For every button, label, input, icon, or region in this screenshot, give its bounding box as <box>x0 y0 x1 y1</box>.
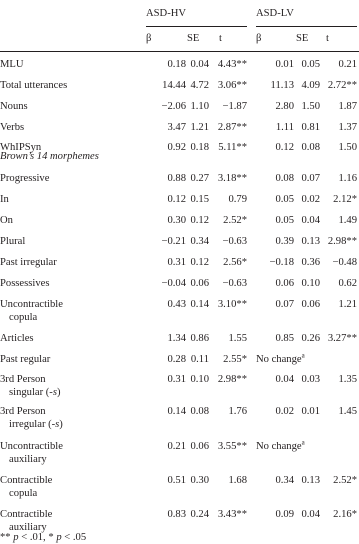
table-cell: 2.56* <box>223 257 247 268</box>
table-cell: 4.09 <box>301 80 320 91</box>
table-cell: 1.55 <box>228 333 247 344</box>
table-cell: 2.98** <box>217 374 247 385</box>
row-label: Articles <box>0 333 34 344</box>
row-label: WhIPSyn <box>0 142 42 153</box>
footnote-marker: a <box>301 351 305 360</box>
row-label: On <box>0 215 13 226</box>
table-cell: 0.04 <box>190 59 209 70</box>
table-cell: −0.04 <box>161 278 186 289</box>
no-change-note: No change$^a$ <box>256 438 305 452</box>
row-label: Uncontractible <box>0 441 63 452</box>
row-label: Verbs <box>0 122 25 133</box>
table-cell: 1.10 <box>190 101 209 112</box>
row-label: 3rd Person <box>0 406 46 417</box>
row-label: Uncontractible <box>0 299 63 310</box>
table-cell: 2.16* <box>333 509 357 520</box>
table-cell: 0.07 <box>275 299 294 310</box>
row-label: Contractible <box>0 509 53 520</box>
row-label: 3rd Person <box>0 374 46 385</box>
table-cell: 1.37 <box>338 122 357 133</box>
table-cell: 0.79 <box>228 194 247 205</box>
table-cell: −0.21 <box>161 236 186 247</box>
table-cell: 1.49 <box>338 215 357 226</box>
table-cell: 0.15 <box>190 194 209 205</box>
table-cell: 0.06 <box>190 441 209 452</box>
row-label: singular (-s) <box>9 387 61 398</box>
table-cell: 0.04 <box>275 374 294 385</box>
table-cell: 0.34 <box>275 475 294 486</box>
col-header-hv-beta: β <box>146 33 152 44</box>
header-rule <box>0 51 359 52</box>
table-cell: 1.16 <box>338 173 357 184</box>
row-label: irregular (-s) <box>9 419 63 430</box>
table-cell: 0.10 <box>301 278 320 289</box>
table-cell: 1.21 <box>338 299 357 310</box>
table-cell: 0.08 <box>301 142 320 153</box>
table-cell: 3.43** <box>217 509 247 520</box>
col-header-hv-se: SE <box>187 33 200 44</box>
col-header-lv-se: SE <box>296 33 309 44</box>
table-cell: 11.13 <box>270 80 294 91</box>
table-cell: 0.85 <box>275 333 294 344</box>
table-cell: 0.43 <box>167 299 186 310</box>
table-cell: 0.92 <box>167 142 186 153</box>
table-cell: 3.47 <box>167 122 186 133</box>
table-cell: 0.06 <box>275 278 294 289</box>
table-cell: 2.98** <box>327 236 357 247</box>
row-label: Nouns <box>0 101 28 112</box>
table-cell: 0.11 <box>190 354 209 365</box>
row-label: copula <box>9 312 38 323</box>
table-cell: 0.86 <box>190 333 209 344</box>
table-cell: −0.48 <box>332 257 357 268</box>
table-cell: 0.31 <box>167 374 186 385</box>
table-cell: 0.30 <box>190 475 209 486</box>
row-label: In <box>0 194 9 205</box>
row-label: auxiliary <box>9 522 47 533</box>
table-cell: 0.05 <box>275 215 294 226</box>
table-cell: 3.06** <box>217 80 247 91</box>
table-cell: 1.34 <box>167 333 186 344</box>
table-cell: 0.14 <box>190 299 209 310</box>
table-cell: 0.21 <box>338 59 357 70</box>
table-cell: 0.03 <box>301 374 320 385</box>
table-cell: 0.07 <box>301 173 320 184</box>
table-cell: 0.05 <box>301 59 320 70</box>
table-cell: 0.36 <box>301 257 320 268</box>
table-cell: −1.87 <box>222 101 247 112</box>
table-cell: 1.35 <box>338 374 357 385</box>
table-cell: 3.27** <box>327 333 357 344</box>
table-cell: 0.26 <box>301 333 320 344</box>
row-label: auxiliary <box>9 454 47 465</box>
table-cell: 0.81 <box>301 122 320 133</box>
row-label: Total utterances <box>0 80 68 91</box>
row-label: Contractible <box>0 475 53 486</box>
row-label: Past irregular <box>0 257 57 268</box>
table-cell: 0.10 <box>190 374 209 385</box>
table-cell: −2.06 <box>161 101 186 112</box>
table-cell: 0.12 <box>275 142 294 153</box>
table-cell: 0.18 <box>167 59 186 70</box>
table-cell: 1.11 <box>275 122 294 133</box>
table-cell: 0.88 <box>167 173 186 184</box>
table-cell: 1.87 <box>338 101 357 112</box>
table-cell: 0.13 <box>301 236 320 247</box>
table-cell: 0.30 <box>167 215 186 226</box>
table-cell: 14.44 <box>162 80 186 91</box>
table-cell: 1.21 <box>190 122 209 133</box>
no-change-note: No change$^a$ <box>256 351 305 365</box>
table-cell: 0.83 <box>167 509 186 520</box>
table-cell: 1.50 <box>338 142 357 153</box>
table-cell: 1.68 <box>228 475 247 486</box>
table-cell: 2.12* <box>333 194 357 205</box>
table-cell: 0.01 <box>301 406 320 417</box>
table-cell: 0.04 <box>301 215 320 226</box>
group-header-asd-lv: ASD-LV <box>256 8 294 19</box>
footnote: ** p < .01, * p < .05 <box>0 532 87 543</box>
table-cell: 2.52* <box>333 475 357 486</box>
table-cell: 0.12 <box>190 215 209 226</box>
row-label: Past regular <box>0 354 51 365</box>
table-cell: 0.14 <box>167 406 186 417</box>
table-cell: 2.52* <box>223 215 247 226</box>
table-cell: 0.21 <box>167 441 186 452</box>
table-cell: 0.51 <box>167 475 186 486</box>
table-cell: 0.12 <box>167 194 186 205</box>
group-underline-hv <box>146 26 247 27</box>
table-cell: 3.18** <box>217 173 247 184</box>
table-cell: 0.24 <box>190 509 209 520</box>
table-cell: 0.09 <box>275 509 294 520</box>
table-cell: −0.18 <box>269 257 294 268</box>
table-cell: 0.02 <box>301 194 320 205</box>
table-cell: 1.45 <box>338 406 357 417</box>
table-cell: 0.18 <box>190 142 209 153</box>
table-cell: 0.08 <box>190 406 209 417</box>
table-cell: 0.34 <box>190 236 209 247</box>
table-cell: 2.55* <box>223 354 247 365</box>
table-cell: 2.87** <box>217 122 247 133</box>
group-header-asd-hv: ASD-HV <box>146 8 187 19</box>
table-cell: −0.63 <box>222 278 247 289</box>
table-cell: 0.05 <box>275 194 294 205</box>
table-cell: 0.28 <box>167 354 186 365</box>
table-cell: 1.76 <box>228 406 247 417</box>
row-label: copula <box>9 488 38 499</box>
col-header-lv-beta: β <box>256 33 262 44</box>
row-label: Progressive <box>0 173 50 184</box>
table-cell: 2.72** <box>327 80 357 91</box>
table-cell: 4.43** <box>217 59 247 70</box>
table-cell: 3.10** <box>217 299 247 310</box>
table-cell: 1.50 <box>301 101 320 112</box>
table-cell: 0.01 <box>275 59 294 70</box>
table-cell: 0.08 <box>275 173 294 184</box>
table-cell: −0.63 <box>222 236 247 247</box>
table-cell: 0.13 <box>301 475 320 486</box>
table-cell: 0.06 <box>301 299 320 310</box>
table-cell: 0.62 <box>338 278 357 289</box>
table-cell: 0.04 <box>301 509 320 520</box>
row-label: Possessives <box>0 278 50 289</box>
table-cell: 2.80 <box>275 101 294 112</box>
table-cell: 4.72 <box>190 80 209 91</box>
table-cell: 5.11** <box>218 142 247 153</box>
table-cell: 0.31 <box>167 257 186 268</box>
table-cell: 0.27 <box>190 173 209 184</box>
table-cell: 3.55** <box>217 441 247 452</box>
col-header-lv-t: t <box>326 33 329 44</box>
section-header: Brown’s 14 morphemes <box>0 151 99 162</box>
footnote-marker: a <box>301 438 305 447</box>
row-label: Plural <box>0 236 26 247</box>
table-cell: 0.06 <box>190 278 209 289</box>
row-label: MLU <box>0 59 24 70</box>
group-underline-lv <box>256 26 357 27</box>
col-header-hv-t: t <box>219 33 222 44</box>
table-cell: 0.12 <box>190 257 209 268</box>
table-cell: 0.02 <box>275 406 294 417</box>
table-cell: 0.39 <box>275 236 294 247</box>
